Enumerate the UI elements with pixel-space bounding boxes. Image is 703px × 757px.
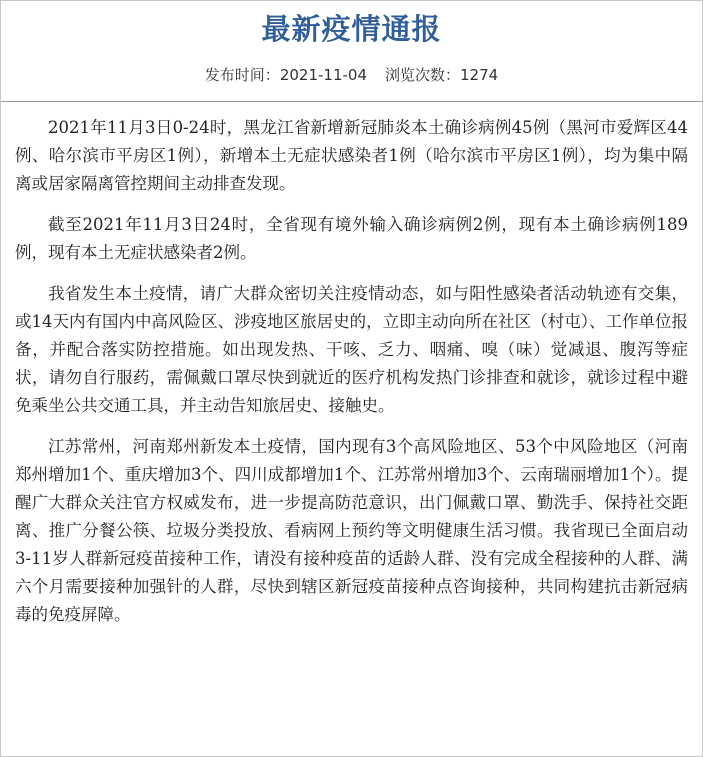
- paragraph-new-cases: 2021年11月3日0-24时，黑龙江省新增新冠肺炎本土确诊病例45例（黑河市爱辉区44例、哈尔滨市平房区1例），新增本土无症状感染者1例（哈尔滨市平房区1例），均为集中隔离或居家隔离管控期间主动排查发现。: [15, 118, 688, 193]
- publish-date: 2021-11-04: [279, 66, 367, 84]
- article-body: [1, 102, 702, 629]
- views-label: 浏览次数：: [385, 66, 461, 84]
- article-meta: [1, 61, 702, 89]
- views-count: 1274: [460, 66, 499, 84]
- publish-time-label: 发布时间：: [204, 66, 280, 84]
- paragraph-reporting-advice: 我省发生本土疫情，请广大群众密切关注疫情动态，如与阳性感染者活动轨迹有交集，或14天内有国内中高风险区、涉疫地区旅居史的，立即主动向所在社区（村屯）、工作单位报备，并配合落实防控措施。如出现发热、干咳、乏力、咽痛、嗅（味）觉减退、腹泻等症状，请勿自行服药，需佩戴口罩尽快到就近的医疗机构发热门诊排查和就诊，就诊过程中避免乘坐公共交通工具，并主动告知旅居史、接触史。: [15, 284, 688, 415]
- paragraph-current-totals: 截至2021年11月3日24时，全省现有境外输入确诊病例2例，现有本土确诊病例189例，现有本土无症状感染者2例。: [15, 215, 688, 262]
- page-title: 最新疫情通报: [261, 12, 442, 46]
- paragraph-risk-areas-vaccination: 江苏常州，河南郑州新发本土疫情，国内现有3个高风险地区、53个中风险地区（河南郑州增加1个、重庆增加3个、四川成都增加1个、江苏常州增加3个、云南瑞丽增加1个）。提醒广大群众关注官方权威发布，进一步提高防范意识，出门佩戴口罩、勤洗手、保持社交距离、推广分餐公筷、垃圾分类投放、看病网上预约等文明健康生活习惯。我省现已全面启动3-11岁人群新冠疫苗接种工作，请没有接种疫苗的适龄人群、没有完成全程接种的人群、满六个月需要接种加强针的人群，尽快到辖区新冠疫苗接种点咨询接种，共同构建抗击新冠病毒的免疫屏障。: [15, 437, 688, 624]
